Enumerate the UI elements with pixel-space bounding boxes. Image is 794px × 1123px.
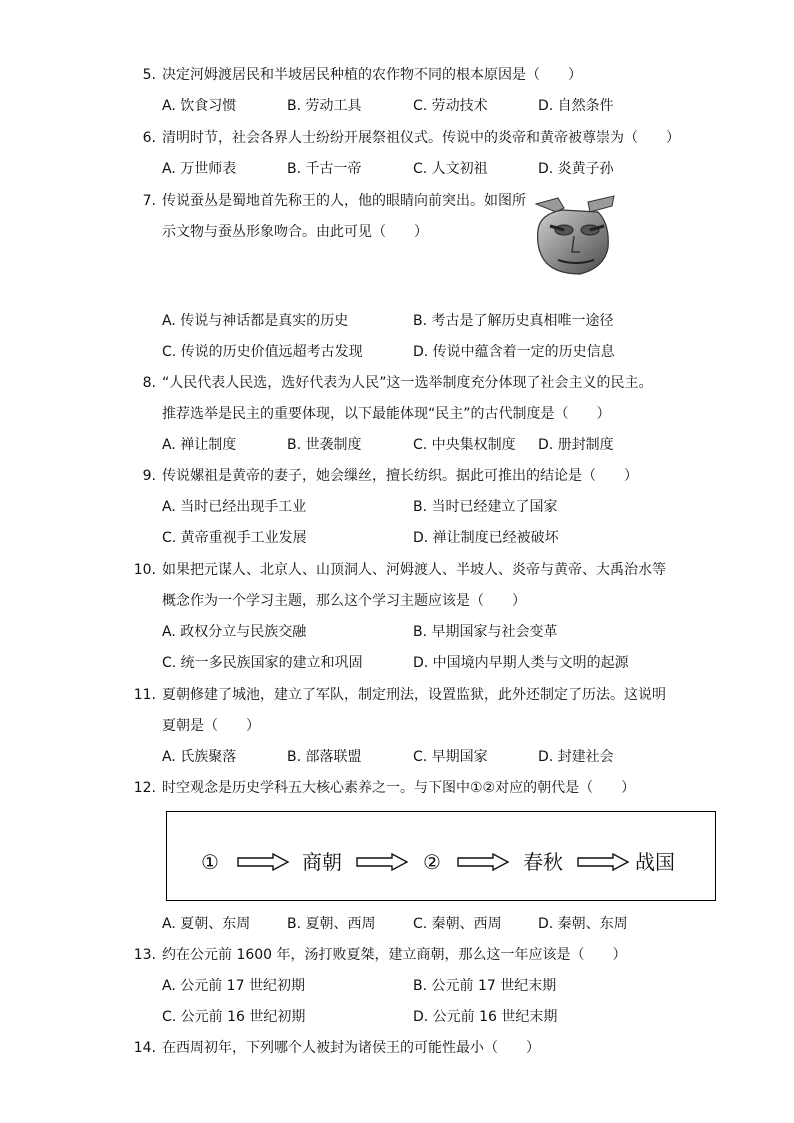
option-b: B. 公元前 17 世纪末期 [413,978,557,994]
arrow-right-icon [356,853,408,871]
question-number: 12. [133,780,156,796]
option-c: C. 中央集权制度 [413,437,516,453]
question-stem: 夏朝修建了城池，建立了军队，制定刑法，设置监狱，此外还制定了历法。这说明 [162,687,666,703]
option-c: C. 传说的历史价值远超考古发现 [162,344,363,360]
question-stem: 时空观念是历史学科五大核心素养之一。与下图中①②对应的朝代是（ ） [162,780,636,796]
option-b: B. 早期国家与社会变革 [413,624,558,640]
option-b: B. 当时已经建立了国家 [413,499,558,515]
option-c: C. 劳动技术 [413,98,488,114]
question-stem: 决定河姆渡居民和半坡居民种植的农作物不同的根本原因是（ ） [162,67,582,83]
option-b: B. 劳动工具 [287,98,362,114]
question-stem-line-2: 示文物与蚕丛形象吻合。由此可见（ ） [162,224,428,240]
question-stem: “人民代表人民选，选好代表为人民”这一选举制度充分体现了社会主义的民主。 [162,375,653,391]
question-stem: 传说蚕丛是蜀地首先称王的人，他的眼睛向前突出。如图所 [162,193,526,209]
option-c: C. 人文初祖 [413,161,488,177]
question-number: 11. [133,687,156,703]
option-d: D. 公元前 16 世纪末期 [413,1009,558,1025]
bronze-mask-icon [528,190,618,280]
option-d: D. 传说中蕴含着一定的历史信息 [413,344,615,360]
option-d: D. 封建社会 [538,749,614,765]
question-stem: 如果把元谋人、北京人、山顶洞人、河姆渡人、半坡人、炎帝与黄帝、大禹治水等 [162,562,666,578]
option-d: D. 册封制度 [538,437,614,453]
question-stem: 在西周初年，下列哪个人被封为诸侯王的可能性最小（ ） [162,1040,540,1056]
arrow-right-icon [457,853,509,871]
option-a: A. 饮食习惯 [162,98,237,114]
option-d: D. 秦朝、东周 [538,916,628,932]
option-a: A. 公元前 17 世纪初期 [162,978,305,994]
question-number: 9. [142,468,156,484]
question-stem-line-2: 推荐选举是民主的重要体现，以下最能体现“民主”的古代制度是（ ） [162,406,611,422]
option-d: D. 禅让制度已经被破坏 [413,530,559,546]
option-b: B. 千古一帝 [287,161,362,177]
question-stem-line-2: 夏朝是（ ） [162,718,260,734]
question-number: 6. [142,130,156,146]
option-c: C. 公元前 16 世纪初期 [162,1009,306,1025]
timeline-item-4: 春秋 [523,850,563,874]
question-stem-line-2: 概念作为一个学习主题，那么这个学习主题应该是（ ） [162,593,526,609]
option-b: B. 夏朝、西周 [287,916,376,932]
arrow-right-icon [577,853,629,871]
question-number: 7. [142,193,156,209]
question-number: 8. [142,375,156,391]
question-number: 13. [133,947,156,963]
option-d: D. 中国境内早期人类与文明的起源 [413,655,629,671]
option-a: A. 氏族聚落 [162,749,237,765]
option-a: A. 当时已经出现手工业 [162,499,307,515]
question-number: 14. [133,1040,156,1056]
option-c: C. 早期国家 [413,749,488,765]
question-stem: 清明时节，社会各界人士纷纷开展祭祖仪式。传说中的炎帝和黄帝被尊崇为（ ） [162,130,680,146]
question-number: 5. [142,67,156,83]
option-a: A. 禅让制度 [162,437,237,453]
option-a: A. 夏朝、东周 [162,916,251,932]
option-d: D. 自然条件 [538,98,614,114]
timeline-item-5: 战国 [635,850,675,874]
option-d: D. 炎黄子孙 [538,161,614,177]
option-c: C. 黄帝重视手工业发展 [162,530,307,546]
option-a: A. 万世师表 [162,161,237,177]
timeline-diagram [166,811,716,901]
timeline-item-1: ① [201,850,219,874]
option-b: B. 考古是了解历史真相唯一途径 [413,313,614,329]
option-a: A. 传说与神话都是真实的历史 [162,313,349,329]
option-a: A. 政权分立与民族交融 [162,624,307,640]
question-number: 10. [133,562,156,578]
option-c: C. 秦朝、西周 [413,916,502,932]
timeline-item-2: 商朝 [302,850,342,874]
arrow-right-icon [237,853,289,871]
question-stem: 传说嫘祖是黄帝的妻子，她会缫丝，擅长纺织。据此可推出的结论是（ ） [162,468,638,484]
question-stem: 约在公元前 1600 年，汤打败夏桀，建立商朝，那么这一年应该是（ ） [162,947,627,963]
option-c: C. 统一多民族国家的建立和巩固 [162,655,363,671]
option-b: B. 部落联盟 [287,749,362,765]
timeline-item-3: ② [423,850,441,874]
option-b: B. 世袭制度 [287,437,362,453]
